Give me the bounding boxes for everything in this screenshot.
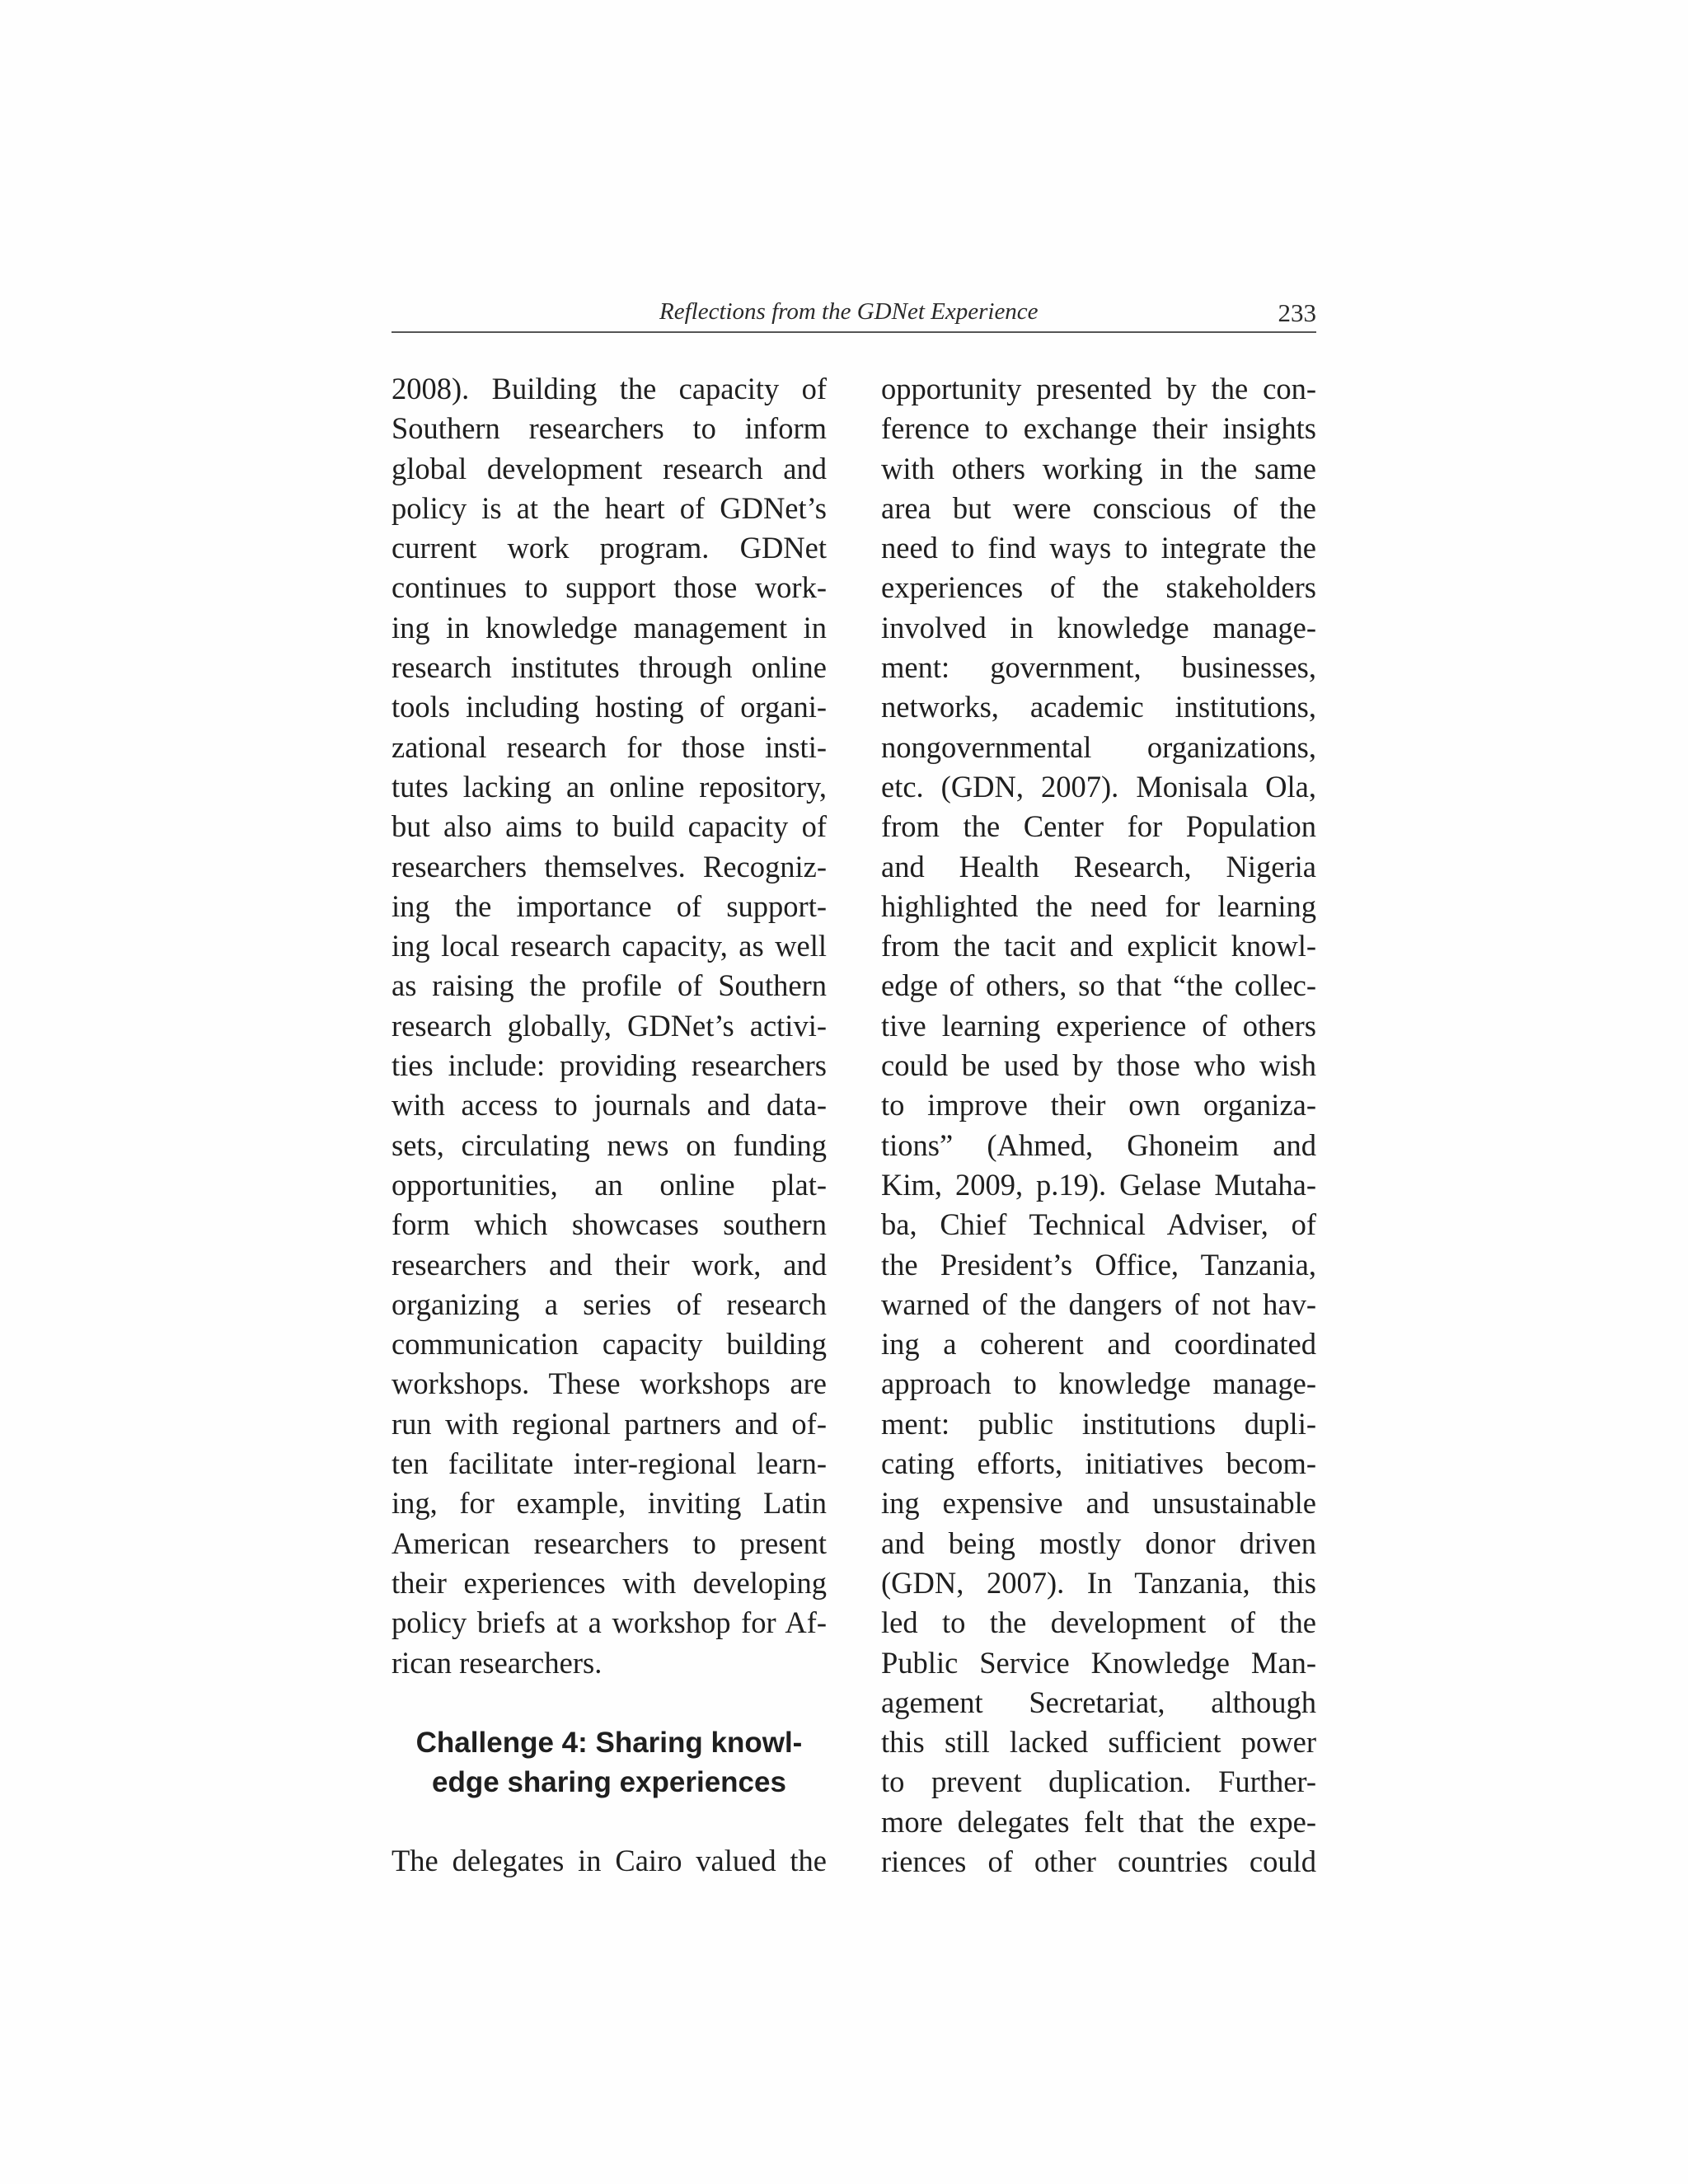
text-line: nongovernmental organizations, bbox=[881, 729, 1316, 764]
text-line: ba, Chief Technical Adviser, of bbox=[881, 1207, 1316, 1242]
text-line: policy is at the heart of GDNet’s bbox=[392, 490, 827, 525]
text-line: from the tacit and explicit knowl- bbox=[881, 929, 1316, 963]
text-line: tutes lacking an online repository, bbox=[392, 769, 827, 804]
text-line: from the Center for Population bbox=[881, 809, 1316, 844]
text-line: and being mostly donor driven bbox=[881, 1526, 1316, 1560]
running-header bbox=[392, 297, 1316, 333]
text-line: to improve their own organiza- bbox=[881, 1088, 1316, 1122]
text-line: agement Secretariat, although bbox=[881, 1685, 1316, 1719]
text-line: policy briefs at a workshop for Af- bbox=[392, 1605, 827, 1640]
text-line: ing in knowledge management in bbox=[392, 610, 827, 644]
text-line: as raising the profile of Southern bbox=[392, 968, 827, 1003]
text-line: tions” (Ahmed, Ghoneim and bbox=[881, 1127, 1316, 1162]
text-line: networks, academic institutions, bbox=[881, 690, 1316, 724]
right-column bbox=[881, 369, 1316, 1882]
text-line: ment: government, businesses, bbox=[881, 650, 1316, 685]
text-line: workshops. These workshops are bbox=[392, 1366, 827, 1401]
text-line: run with regional partners and of- bbox=[392, 1406, 827, 1441]
text-line: tools including hosting of organi- bbox=[392, 690, 827, 724]
text-line: more delegates felt that the expe- bbox=[881, 1804, 1316, 1839]
text-line: led to the development of the bbox=[881, 1605, 1316, 1640]
text-line: organizing a series of research bbox=[392, 1286, 827, 1321]
text-line: ing, for example, inviting Latin bbox=[392, 1486, 827, 1521]
heading-line: edge sharing experiences bbox=[432, 1766, 786, 1799]
text-line: the President’s Office, Tanzania, bbox=[881, 1247, 1316, 1282]
text-line: warned of the dangers of not hav- bbox=[881, 1286, 1316, 1321]
closing-paragraph bbox=[392, 1841, 827, 1881]
text-line: could be used by those who wish bbox=[881, 1048, 1316, 1083]
text-line: ten facilitate inter-regional learn- bbox=[392, 1446, 827, 1481]
text-line: their experiences with developing bbox=[392, 1565, 827, 1600]
text-line: ing local research capacity, as well bbox=[392, 929, 827, 963]
running-title: Reflections from the GDNet Experience bbox=[659, 298, 1039, 325]
text-line: cating efforts, initiatives becom- bbox=[881, 1446, 1316, 1481]
text-line: research globally, GDNet’s activi- bbox=[392, 1008, 827, 1043]
text-line: ties include: providing researchers bbox=[392, 1048, 827, 1083]
text-line: continues to support those work- bbox=[392, 570, 827, 605]
text-line: Kim, 2009, p.19). Gelase Mutaha- bbox=[881, 1167, 1316, 1202]
text-line: ference to exchange their insights bbox=[881, 411, 1316, 446]
text-line: and Health Research, Nigeria bbox=[881, 849, 1316, 883]
text-line: ing the importance of support- bbox=[392, 888, 827, 923]
text-line: (GDN, 2007). In Tanzania, this bbox=[881, 1565, 1316, 1600]
text-line: zational research for those insti- bbox=[392, 729, 827, 764]
text-line: form which showcases southern bbox=[392, 1207, 827, 1242]
text-line: 2008). Building the capacity of bbox=[392, 372, 827, 405]
text-line: opportunities, an online plat- bbox=[392, 1167, 827, 1202]
text-line: communication capacity building bbox=[392, 1327, 827, 1361]
text-line: ment: public institutions dupli- bbox=[881, 1406, 1316, 1441]
text-line: highlighted the need for learning bbox=[881, 888, 1316, 923]
text-line: The delegates in Cairo valued the bbox=[392, 1844, 827, 1878]
text-line: edge of others, so that “the collec- bbox=[881, 968, 1316, 1003]
text-line: Southern researchers to inform bbox=[392, 411, 827, 446]
text-line: need to find ways to integrate the bbox=[881, 531, 1316, 565]
text-line: tive learning experience of others bbox=[881, 1008, 1316, 1043]
heading-line: Challenge 4: Sharing knowl- bbox=[415, 1726, 803, 1759]
text-line: area but were conscious of the bbox=[881, 490, 1316, 525]
text-line: to prevent duplication. Further- bbox=[881, 1765, 1316, 1799]
text-line: American researchers to present bbox=[392, 1526, 827, 1560]
left-column bbox=[392, 369, 827, 1882]
text-line: research institutes through online bbox=[392, 650, 827, 685]
text-line: Public Service Knowledge Man- bbox=[881, 1645, 1316, 1680]
text-line: current work program. GDNet bbox=[392, 531, 827, 565]
text-line: involved in knowledge manage- bbox=[881, 610, 1316, 644]
text-line: with others working in the same bbox=[881, 451, 1316, 485]
text-line: but also aims to build capacity of bbox=[392, 809, 827, 844]
text-line: etc. (GDN, 2007). Monisala Ola, bbox=[881, 769, 1316, 804]
text-line: rican researchers. bbox=[392, 1645, 603, 1680]
text-line: riences of other countries could bbox=[881, 1844, 1316, 1878]
text-line: with access to journals and data- bbox=[392, 1088, 827, 1122]
text-line: researchers and their work, and bbox=[392, 1247, 827, 1282]
section-heading bbox=[392, 1723, 827, 1803]
text-line: ing expensive and unsustainable bbox=[881, 1486, 1316, 1521]
text-line: approach to knowledge manage- bbox=[881, 1366, 1316, 1401]
text-line: researchers themselves. Recogniz- bbox=[392, 849, 827, 883]
right-paragraph bbox=[881, 369, 1316, 1882]
text-line: ing a coherent and coordinated bbox=[881, 1327, 1316, 1361]
text-line: this still lacked sufficient power bbox=[881, 1725, 1316, 1760]
text-line: opportunity presented by the con- bbox=[881, 372, 1316, 405]
left-paragraph bbox=[392, 369, 827, 1683]
page-number: 233 bbox=[1278, 298, 1316, 327]
text-line: sets, circulating news on funding bbox=[392, 1127, 827, 1162]
text-line: experiences of the stakeholders bbox=[881, 570, 1316, 605]
text-line: global development research and bbox=[392, 451, 827, 485]
